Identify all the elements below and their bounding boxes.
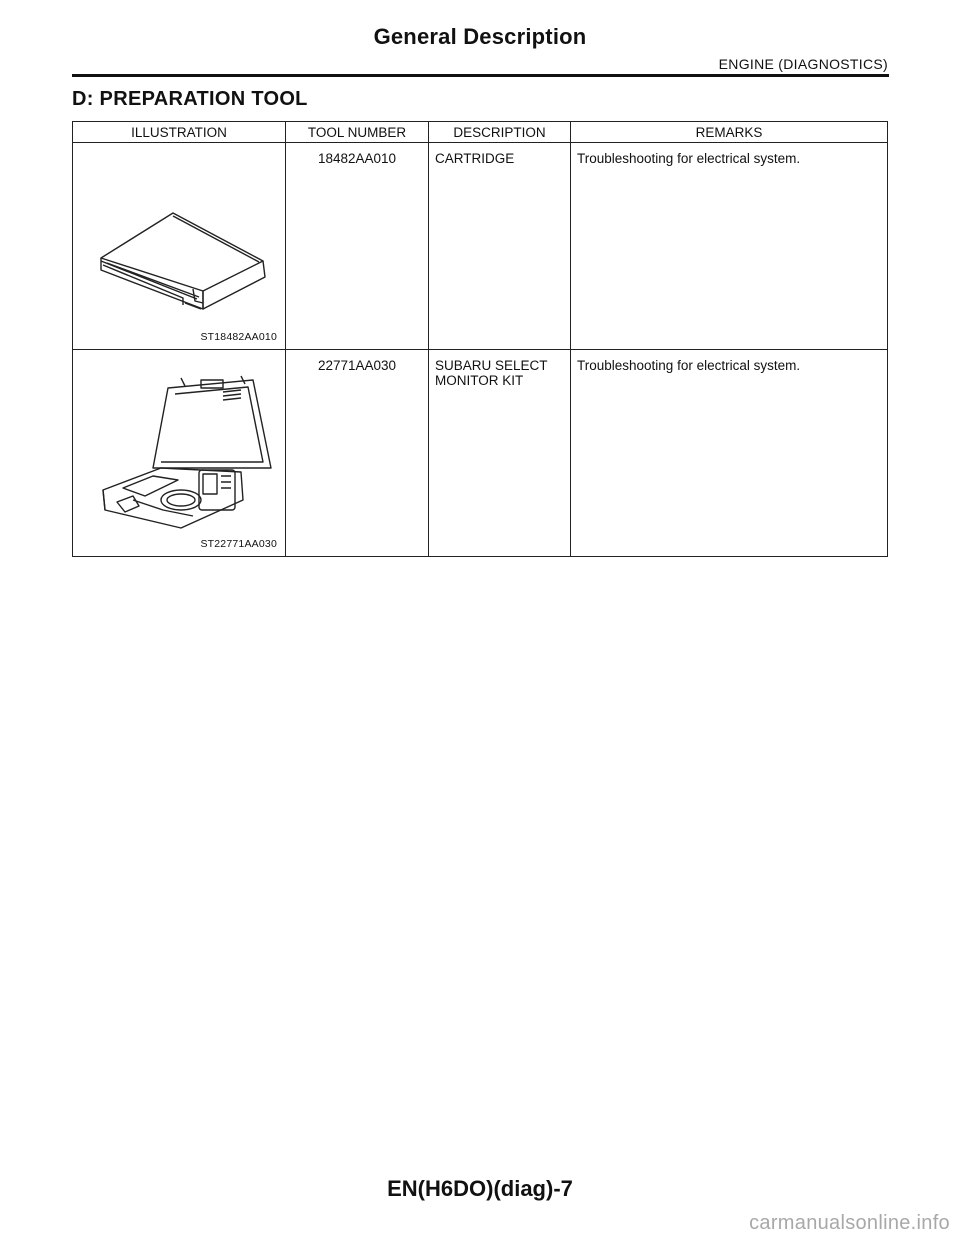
header-divider <box>72 74 889 77</box>
remarks-cell: Troubleshooting for electrical system. <box>571 350 888 557</box>
description-cell: SUBARU SELECT MONITOR KIT <box>429 350 571 557</box>
page-number: EN(H6DO)(diag)-7 <box>387 1176 573 1201</box>
watermark: carmanualsonline.info <box>749 1212 950 1234</box>
section-label: ENGINE (DIAGNOSTICS) <box>718 56 888 72</box>
table-header-row <box>73 122 888 143</box>
table-row <box>73 350 888 557</box>
illustration-cell <box>73 143 286 350</box>
column-header-remarks: REMARKS <box>571 122 888 143</box>
tool-number-cell: 22771AA030 <box>286 350 429 557</box>
tool-number-cell: 18482AA010 <box>286 143 429 350</box>
column-header-illustration: ILLUSTRATION <box>73 122 286 143</box>
illustration-caption: ST22771AA030 <box>200 538 277 550</box>
column-header-tool-number: TOOL NUMBER <box>286 122 429 143</box>
remarks-cell: Troubleshooting for electrical system. <box>571 143 888 350</box>
monitor-kit-case-icon <box>73 350 286 556</box>
illustration-caption: ST18482AA010 <box>200 331 277 343</box>
page-title: General Description <box>373 24 587 49</box>
illustration-cell <box>73 350 286 557</box>
column-header-description: DESCRIPTION <box>429 122 571 143</box>
description-cell: CARTRIDGE <box>429 143 571 350</box>
preparation-tool-table <box>72 121 888 557</box>
table-row <box>73 143 888 350</box>
cartridge-icon <box>73 143 286 349</box>
section-heading: D: PREPARATION TOOL <box>72 88 308 110</box>
